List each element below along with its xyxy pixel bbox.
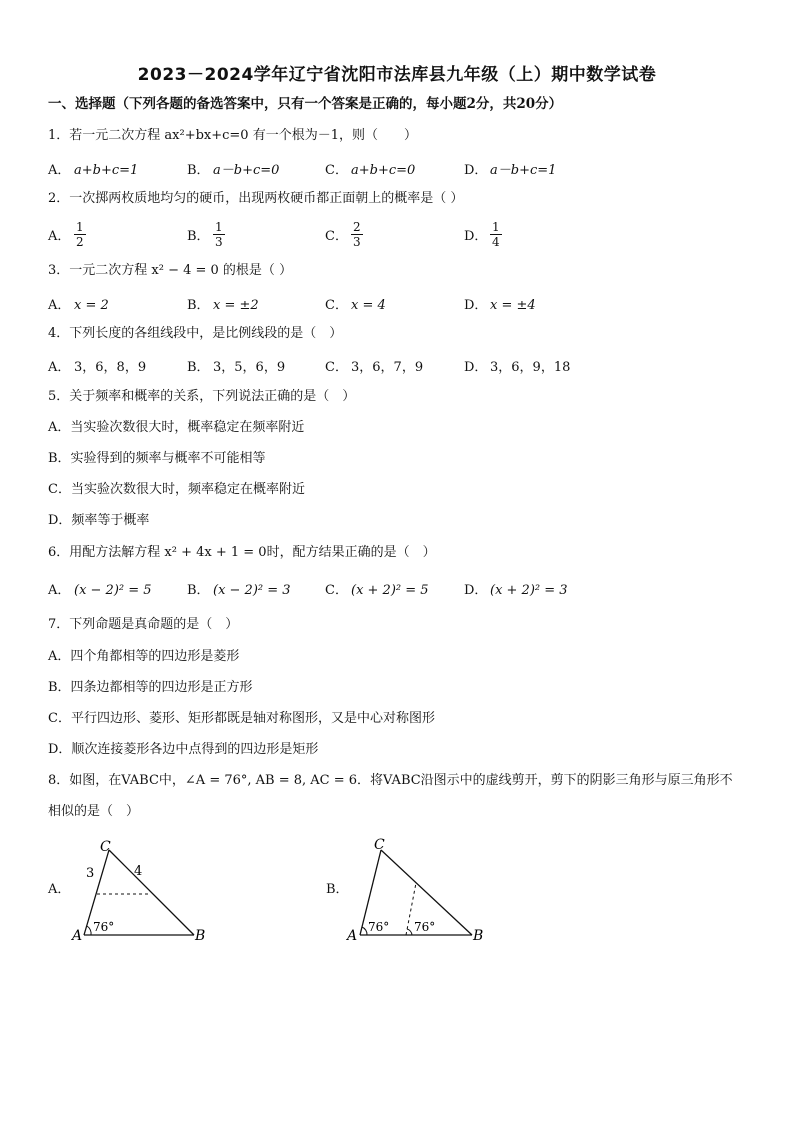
question-7-stem: 7．下列命题是真命题的是（ ） bbox=[48, 617, 239, 632]
question-6-options bbox=[48, 579, 748, 599]
option-a: A．当实验次数很大时，概率稳定在频率附近 bbox=[48, 420, 305, 435]
page-title: 2023－2024学年辽宁省沈阳市法库县九年级（上）期中数学试卷 bbox=[137, 65, 657, 85]
vertex-b-label: B bbox=[473, 928, 484, 944]
question-1-options bbox=[48, 159, 748, 179]
angle-label: 76° bbox=[93, 920, 115, 934]
option-c: C． 3，6，7，9 bbox=[325, 360, 424, 375]
question-1-stem: 1．若一元二次方程 ax²+bx+c=0 有一个根为－1，则（ ） bbox=[48, 128, 417, 143]
option-b: B． 3，5，6，9 bbox=[187, 360, 286, 375]
question-5-stem: 5．关于频率和概率的关系，下列说法正确的是（ ） bbox=[48, 389, 356, 404]
fraction: $\frac{1}{3}$ bbox=[215, 220, 223, 249]
vertex-c-label: C bbox=[100, 839, 111, 855]
option-c: C． (x + 2)² = 5 bbox=[325, 583, 429, 598]
question-6-stem: 6．用配方法解方程 x² + 4x + 1 = 0时，配方结果正确的是（ ） bbox=[48, 545, 436, 560]
option-a: A．四个角都相等的四边形是菱形 bbox=[48, 649, 240, 664]
question-3-options bbox=[48, 294, 748, 314]
question-8-stem-cont: 相似的是（ ） bbox=[48, 804, 140, 819]
vertex-b-label: B bbox=[195, 928, 206, 944]
vertex-c-label: C bbox=[374, 837, 385, 853]
option-b: B．四条边都相等的四边形是正方形 bbox=[48, 680, 253, 695]
option-d: D． 3，6，9，18 bbox=[464, 360, 571, 375]
section-heading: 一、选择题（下列各题的备选答案中，只有一个答案是正确的，每小题2分，共20分） bbox=[48, 96, 563, 112]
side-label-4: 4 bbox=[134, 864, 143, 879]
vertex-a-label: A bbox=[72, 928, 83, 944]
option-c: C． x = 4 bbox=[325, 298, 386, 313]
figure-a-triangle bbox=[64, 832, 224, 947]
vertex-a-label: A bbox=[347, 928, 358, 944]
figure-b-label: B． bbox=[326, 882, 349, 897]
angle-arc bbox=[87, 926, 91, 935]
fraction: $\frac{1}{2}$ bbox=[76, 220, 84, 249]
angle-arc-cut bbox=[407, 929, 412, 935]
question-8-stem: 8．如图，在VABC中，∠A = 76°, AB = 8, AC = 6．将VABC沿图示中的虚线剪开，剪下的阴影三角形与原三角形不 bbox=[48, 773, 733, 788]
option-d: D． $\frac{1}{4}$ bbox=[464, 220, 500, 249]
figure-a-label: A． bbox=[48, 882, 71, 897]
option-a: A． (x − 2)² = 5 bbox=[48, 583, 152, 598]
option-b: B． $\frac{1}{3}$ bbox=[187, 220, 223, 249]
option-c: C． $\frac{2}{3}$ bbox=[325, 220, 361, 249]
option-b: B． a－b+c=0 bbox=[187, 163, 280, 178]
option-c: C．平行四边形、菱形、矩形都既是轴对称图形，又是中心对称图形 bbox=[48, 711, 435, 726]
option-d: D． (x + 2)² = 3 bbox=[464, 583, 568, 598]
side-bc bbox=[109, 850, 194, 935]
fraction: $\frac{1}{4}$ bbox=[492, 220, 500, 249]
option-a: A． a+b+c=1 bbox=[48, 163, 139, 178]
figure-b-triangle bbox=[342, 832, 502, 947]
option-d: D．顺次连接菱形各边中点得到的四边形是矩形 bbox=[48, 742, 319, 757]
option-a: A． x = 2 bbox=[48, 298, 109, 313]
option-d: D．频率等于概率 bbox=[48, 513, 150, 528]
option-c: C．当实验次数很大时，频率稳定在概率附近 bbox=[48, 482, 305, 497]
angle-label-a: 76° bbox=[368, 920, 390, 934]
option-b: B． (x − 2)² = 3 bbox=[187, 583, 291, 598]
question-2-stem: 2．一次掷两枚质地均匀的硬币，出现两枚硬币都正面朝上的概率是（ ） bbox=[48, 191, 464, 206]
angle-label-cut: 76° bbox=[414, 920, 436, 934]
angle-arc-a bbox=[362, 927, 367, 935]
option-d: D． a－b+c=1 bbox=[464, 163, 557, 178]
question-4-stem: 4．下列长度的各组线段中，是比例线段的是（ ） bbox=[48, 326, 343, 341]
option-b: B．实验得到的频率与概率不可能相等 bbox=[48, 451, 266, 466]
question-4-options bbox=[48, 356, 748, 376]
option-c: C． a+b+c=0 bbox=[325, 163, 416, 178]
fraction: $\frac{2}{3}$ bbox=[353, 220, 361, 249]
option-a: A． 3，6，8，9 bbox=[48, 360, 147, 375]
option-a: A． $\frac{1}{2}$ bbox=[48, 220, 84, 249]
question-3-stem: 3．一元二次方程 x² − 4 = 0 的根是（ ） bbox=[48, 263, 293, 278]
question-2-options bbox=[48, 220, 748, 254]
option-b: B． x = ±2 bbox=[187, 298, 259, 313]
side-label-3: 3 bbox=[86, 866, 95, 881]
option-d: D． x = ±4 bbox=[464, 298, 536, 313]
